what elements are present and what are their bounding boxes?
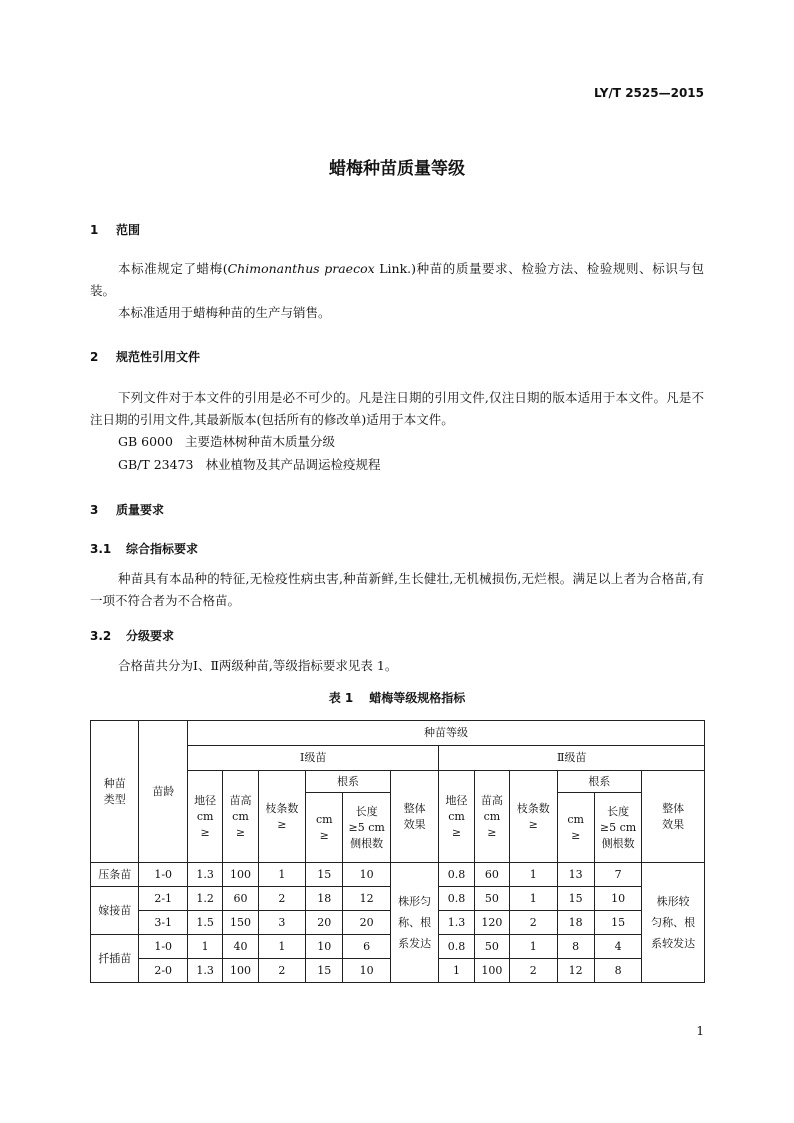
header-g2-height [474,771,509,863]
cell-value: 1 [510,887,557,911]
header-g2-root-cm [557,793,594,863]
cell-value: 18 [306,887,343,911]
header-line: 地径 [194,793,217,807]
cell-value: 8 [557,935,594,959]
header-line: ≥ [319,828,329,842]
cell-type: 压条苗 [91,863,139,887]
header-g1-root: 根系 [306,771,391,793]
effect-line: 系发达 [398,937,432,950]
header-line: 苗高 [480,793,503,807]
section-3-2-number: 3.2 [90,629,112,643]
header-g1-branches [258,771,305,863]
header-g1-height [223,771,258,863]
header-g1-overall [390,771,438,863]
cell-value: 100 [223,863,258,887]
cell-value: 1.5 [187,911,222,935]
table-row [91,863,705,887]
header-age: 苗龄 [139,721,187,863]
cell-value: 12 [557,959,594,983]
header-line: ≥ [277,817,287,831]
section-2-para-1: 下列文件对于本文件的引用是必不可少的。凡是注日期的引用文件,仅注日期的版本适用于本文件。凡是不注日期的引用文件,其最新版本(包括所有的修改单)适用于本文件。 [90,390,704,427]
cell-value: 0.8 [439,935,474,959]
header-line: cm [567,812,584,826]
cell-age: 2-1 [139,887,187,911]
header-g2-branches [510,771,557,863]
header-g2-diameter [439,771,474,863]
latin-name: Chimonanthus praecox [227,261,375,276]
cell-value: 18 [557,911,594,935]
section-1-heading [90,221,140,238]
section-1-title: 范围 [116,223,141,237]
cell-value: 1 [439,959,474,983]
cell-age: 1-0 [139,863,187,887]
standard-code: LY/T 2525—2015 [593,86,704,100]
cell-value: 0.8 [439,887,474,911]
cell-value: 100 [223,959,258,983]
cell-value: 2 [258,887,305,911]
section-3-2-title: 分级要求 [126,629,175,643]
cell-value: 50 [474,887,509,911]
cell-value: 15 [306,863,343,887]
header-line: 枝条数 [516,801,550,815]
section-3-1-title: 综合指标要求 [126,542,199,556]
section-2-heading [90,348,200,365]
cell-effect-grade-2 [642,863,705,983]
cell-age: 2-0 [139,959,187,983]
header-g2-overall [642,771,705,863]
effect-line: 系较发达 [651,937,696,950]
cell-effect-grade-1 [390,863,438,983]
header-line: cm [196,809,214,823]
effect-line: 株形匀 [398,895,432,908]
header-line: 种苗 [103,776,126,790]
header-line: 侧根数 [350,836,384,850]
header-line: cm [448,809,465,823]
section-3-number: 3 [90,503,99,517]
cell-value: 8 [594,959,641,983]
header-line: ≥ [571,828,581,842]
effect-line: 称、根 [398,916,432,929]
table-caption [0,689,794,706]
cell-value: 4 [594,935,641,959]
header-line: 类型 [103,792,126,806]
cell-value: 12 [343,887,390,911]
cell-value: 1 [510,863,557,887]
cell-value: 10 [594,887,641,911]
header-line: ≥5 cm [599,820,637,834]
cell-value: 10 [343,863,390,887]
para-text: Link.)种苗的质量要求、检验方法、检验规则、标识与包装。 [90,261,704,298]
section-3-1-number: 3.1 [90,542,112,556]
page-title: 蜡梅种苗质量等级 [329,159,465,179]
cell-value: 120 [474,911,509,935]
header-line: 效果 [662,817,685,831]
header-line: 苗高 [229,793,252,807]
reference-code: GB/T 23473 [118,457,194,472]
section-2-number: 2 [90,350,99,364]
section-3-2-heading [90,627,174,644]
cell-value: 1.3 [187,959,222,983]
header-line: 长度 [355,804,378,818]
header-line: ≥ [235,825,246,839]
section-2-title: 规范性引用文件 [116,350,201,364]
header-line: ≥ [487,825,497,839]
reference-1 [118,431,335,452]
header-g1-diameter [187,771,222,863]
cell-age: 3-1 [139,911,187,935]
header-line: ≥5 cm [348,820,385,834]
cell-value: 50 [474,935,509,959]
cell-value: 100 [474,959,509,983]
cell-value: 60 [474,863,509,887]
header-line: 整体 [403,801,426,815]
cell-value: 15 [594,911,641,935]
cell-value: 15 [557,887,594,911]
section-3-1-para-1: 种苗具有本品种的特征,无检疫性病虫害,种苗新鲜,生长健壮,无机械损伤,无烂根。满足以上者为合格苗,有一项不符合者为不合格苗。 [90,571,704,608]
para-text: 本标准规定了蜡梅( [118,261,228,276]
cell-value: 15 [306,959,343,983]
header-line: 枝条数 [265,801,299,815]
header-line: cm [315,812,333,826]
cell-type: 嫁接苗 [91,887,139,935]
header-line: 长度 [607,804,630,818]
header-g2-root: 根系 [557,771,642,793]
cell-value: 40 [223,935,258,959]
header-line: ≥ [528,817,538,831]
cell-value: 1 [510,935,557,959]
cell-value: 1.2 [187,887,222,911]
cell-value: 150 [223,911,258,935]
grade-table [90,720,705,983]
header-grade-all: 种苗等级 [187,721,704,746]
header-g2-root-len [594,793,641,863]
cell-value: 6 [343,935,390,959]
section-1-para-1 [90,258,704,302]
header-line: cm [232,809,249,823]
header-g1-root-len [343,793,390,863]
section-1-para-2: 本标准适用于蜡梅种苗的生产与销售。 [118,305,331,320]
cell-value: 60 [223,887,258,911]
header-line: ≥ [200,825,210,839]
header-grade-2: Ⅱ级苗 [439,746,705,771]
table-caption-number: 表 1 [328,691,354,705]
cell-value: 2 [510,911,557,935]
reference-2 [118,454,380,475]
header-line: cm [483,809,501,823]
header-type [91,721,139,863]
cell-age: 1-0 [139,935,187,959]
table-caption-title: 蜡梅等级规格指标 [369,691,466,705]
cell-value: 20 [343,911,390,935]
section-3-heading [90,501,164,518]
cell-value: 10 [343,959,390,983]
cell-value: 1 [258,935,305,959]
cell-value: 1.3 [187,863,222,887]
cell-value: 3 [258,911,305,935]
cell-type: 扦插苗 [91,935,139,983]
cell-value: 7 [594,863,641,887]
section-3-title: 质量要求 [116,503,165,517]
reference-code: GB 6000 [118,434,173,449]
header-g1-root-cm [306,793,343,863]
cell-value: 1 [187,935,222,959]
header-line: 整体 [662,801,685,815]
section-3-2-para-1: 合格苗共分为Ⅰ、Ⅱ两级种苗,等级指标要求见表 1。 [118,658,398,673]
header-grade-1: Ⅰ级苗 [187,746,438,771]
cell-value: 10 [306,935,343,959]
section-1-number: 1 [90,223,99,237]
effect-line: 株形较 [656,895,690,908]
cell-value: 2 [510,959,557,983]
cell-value: 2 [258,959,305,983]
cell-value: 20 [306,911,343,935]
cell-value: 1 [258,863,305,887]
header-line: 侧根数 [601,836,635,850]
reference-title: 林业植物及其产品调运检疫规程 [205,457,381,472]
cell-value: 1.3 [439,911,474,935]
section-3-1-heading [90,540,198,557]
cell-value: 0.8 [439,863,474,887]
header-line: ≥ [451,825,462,839]
page-number: 1 [696,1024,704,1038]
cell-value: 13 [557,863,594,887]
header-line: 地径 [445,793,468,807]
effect-line: 匀称、根 [651,916,696,929]
header-line: 效果 [403,817,426,831]
reference-title: 主要造林树种苗木质量分级 [184,434,335,449]
